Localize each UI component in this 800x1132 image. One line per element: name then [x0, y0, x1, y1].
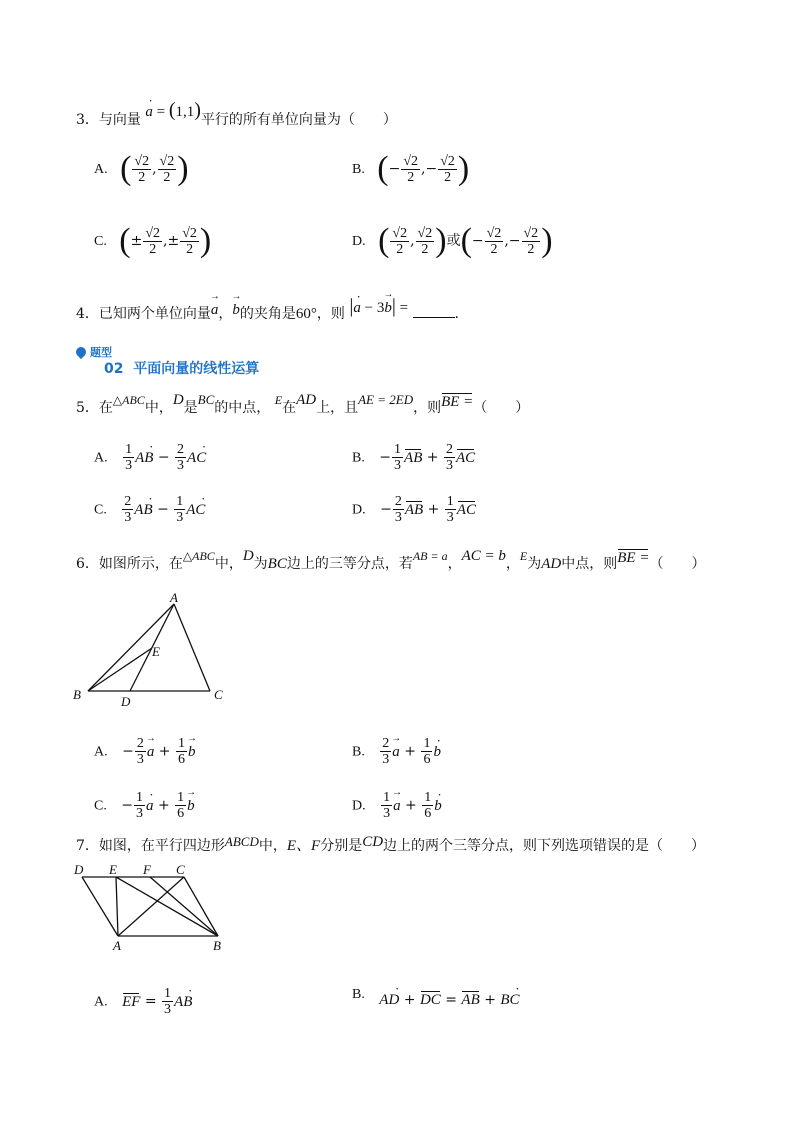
q5-text: 中，: [144, 400, 173, 416]
q7-label-c: C: [176, 862, 185, 877]
q7-text: 分别是: [320, 838, 363, 854]
q6-edge-ab: [88, 604, 174, 691]
q3-option-d-label: D.: [352, 234, 366, 249]
q3-option-d[interactable]: D. ( $\frac{√2}{2}$ , $\frac{√2}{2}$ )或(− $\frac{√2}{2}$ ,− $\frac{√2}{2}$ ): [352, 222, 553, 259]
q7-points-ef: E、F: [286, 838, 321, 854]
q7-parallelogram-figure: [70, 860, 240, 956]
q7-segment-ae: [116, 877, 118, 936]
section-title: [104, 358, 259, 378]
q7-label-b: B: [213, 938, 221, 953]
q4-answer-blank[interactable]: [413, 305, 455, 318]
q6-number: 6．: [76, 556, 99, 572]
q4-text: 的夹角是: [239, 306, 296, 322]
q5-stem: [76, 392, 530, 418]
section-number: 02: [104, 361, 124, 377]
q5-text: （ ）: [473, 400, 530, 416]
q5-triangle: △ABC: [112, 393, 145, 407]
q5-option-c-label: C.: [94, 502, 107, 518]
q6-label-a: A: [170, 590, 178, 605]
q6-relation-a: AB = a: [412, 549, 448, 563]
q6-label-b: B: [73, 687, 81, 702]
q3-option-b-label: B.: [352, 162, 365, 177]
q6-text: 为: [527, 556, 542, 572]
q5-point-e: E: [274, 393, 283, 407]
q3-number: 3．: [76, 112, 99, 128]
q5-text: 在: [98, 400, 113, 416]
section-title-text: 平面向量的线性运算: [133, 361, 260, 377]
q7-option-b[interactable]: B. · AD + DC = AB + · BC: [352, 990, 520, 1028]
q7-segment-cd: CD: [362, 834, 384, 850]
q3-option-b[interactable]: B. (− $\frac{√2}{2}$ ,− $\frac{√2}{2}$ ): [352, 150, 470, 187]
q6-option-c-label: C.: [94, 798, 107, 814]
q7-edge-cb: [184, 877, 218, 936]
q3-given-vector: · a = (1,1): [145, 104, 201, 120]
q6-text: （ ）: [649, 556, 706, 572]
q6-stem: [76, 548, 706, 574]
q6-option-a-label: A.: [94, 744, 108, 760]
q6-triangle-figure: [70, 588, 240, 714]
q7-option-a-label: A.: [94, 994, 108, 1010]
q6-text: ，: [505, 556, 520, 572]
q3-option-d-or: 或: [446, 233, 461, 249]
q5-option-d-label: D.: [352, 502, 366, 518]
q6-option-a[interactable]: A. − $\frac{2}{3}$ → a + $\frac{1}{6}$ → b: [94, 736, 195, 774]
q7-label-a: A: [113, 938, 121, 953]
q5-text: 上，且: [316, 400, 359, 416]
q7-segment-be: [116, 877, 218, 936]
q6-text: 中点，则: [561, 556, 618, 572]
q5-text: 是: [183, 400, 198, 416]
q5-text: 在: [282, 400, 297, 416]
q3-text-post: 平行的所有单位向量为（ ）: [200, 112, 397, 128]
q6-option-c[interactable]: C. − $\frac{1}{3}$ · a + $\frac{1}{6}$ → b: [94, 790, 195, 828]
q5-relation: AE = 2ED: [358, 392, 414, 407]
q7-segment-bf: [150, 877, 218, 936]
q3-text-pre: 与向量: [98, 112, 141, 128]
q6-text: 为: [253, 556, 268, 572]
q4-text: ，则: [316, 306, 345, 322]
q6-triangle: △ABC: [182, 549, 215, 563]
q5-option-a[interactable]: A. $\frac{1}{3}$ · AB − $\frac{2}{3}$ · AC: [94, 442, 206, 480]
q5-text: 的中点，: [214, 400, 271, 416]
q6-text: 中，: [214, 556, 243, 572]
q6-text: 边上的三等分点，若: [286, 556, 413, 572]
q7-text: 中，: [258, 838, 287, 854]
q6-option-b-label: B.: [352, 744, 365, 760]
q6-point-d: D: [242, 548, 254, 564]
q5-text: ，则: [413, 400, 442, 416]
q6-text: ，: [447, 556, 462, 572]
q5-option-b-label: B.: [352, 450, 365, 466]
q5-option-b[interactable]: B. − $\frac{1}{3}$ AB + $\frac{2}{3}$ AC: [352, 442, 476, 473]
q6-label-c: C: [214, 687, 223, 702]
q6-text: 如图所示，在: [98, 556, 183, 572]
q5-number: 5．: [76, 400, 99, 416]
q7-text: 如图，在平行四边形: [98, 838, 225, 854]
q5-target-vector: BE =: [441, 394, 474, 410]
q7-option-b-label: B.: [352, 987, 365, 1002]
q7-segment-ac: [118, 877, 184, 936]
q5-segment-ad: AD: [296, 392, 317, 408]
q4-vector-a: → a: [211, 300, 219, 320]
q6-edge-ac: [174, 604, 210, 691]
q6-option-b[interactable]: B. $\frac{2}{3}$ → a + $\frac{1}{6}$ · b: [352, 736, 441, 774]
q7-label-e: E: [109, 862, 117, 877]
q6-segment-ad: AD: [541, 556, 562, 572]
q5-option-d[interactable]: D. − $\frac{2}{3}$ AB + $\frac{1}{3}$ AC: [352, 494, 476, 525]
q7-label-f: F: [143, 862, 151, 877]
q6-label-e: E: [152, 644, 160, 659]
q7-number: 7．: [76, 838, 99, 854]
q6-option-d-label: D.: [352, 798, 366, 814]
q5-point-d: D: [172, 392, 184, 408]
q6-segment-bc: BC: [267, 556, 287, 572]
q6-label-d: D: [121, 694, 131, 709]
q5-option-c[interactable]: C. $\frac{2}{3}$ · AB − $\frac{1}{3}$ · AC: [94, 494, 205, 532]
q3-option-a[interactable]: A. ( $\frac{√2}{2}$ , $\frac{√2}{2}$ ): [94, 150, 189, 187]
q6-segment-be-line: [88, 648, 152, 691]
q7-stem: [76, 836, 705, 856]
q4-tail: .: [454, 306, 459, 322]
q6-option-d[interactable]: D. $\frac{1}{3}$ → a + $\frac{1}{6}$ · b: [352, 790, 442, 828]
q3-option-c-label: C.: [94, 234, 107, 249]
q7-label-d: D: [74, 862, 84, 877]
q4-stem: [76, 295, 459, 324]
q7-option-a[interactable]: A. EF = $\frac{1}{3}$ · AB: [94, 986, 192, 1024]
q5-segment-bc: BC: [197, 392, 215, 407]
q3-option-c[interactable]: C. (± $\frac{√2}{2}$ ,± $\frac{√2}{2}$ ): [94, 222, 212, 259]
q7-edge-da: [82, 877, 118, 936]
q7-parallelogram: ABCD: [224, 834, 259, 849]
q3-stem: [76, 99, 397, 130]
q4-vector-b: → b: [232, 300, 240, 320]
q3-option-a-label: A.: [94, 162, 108, 177]
q6-point-e: E: [519, 549, 528, 563]
q4-number: 4．: [76, 306, 99, 322]
q6-target-vector: BE =: [617, 550, 650, 566]
q7-text: 边上的两个三等分点，则下列选项错误的是（ ）: [383, 838, 706, 854]
q6-relation-b: AC = b: [461, 548, 506, 564]
map-pin-icon: [74, 345, 88, 359]
q4-text: 已知两个单位向量: [98, 306, 211, 322]
q4-expression: |· a − 3→ b| =: [349, 300, 408, 316]
q5-option-a-label: A.: [94, 450, 108, 466]
q4-angle: 60°: [295, 306, 317, 322]
q4-text: ，: [218, 306, 233, 322]
